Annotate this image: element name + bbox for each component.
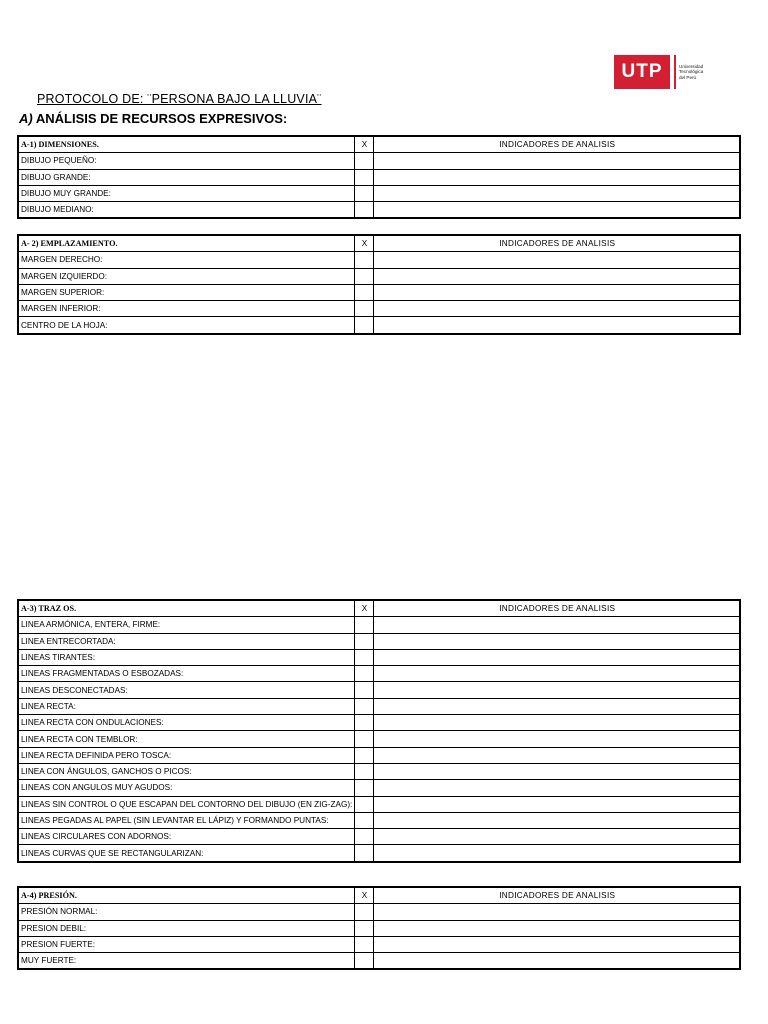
row-label: LINEA RECTA DEFINIDA PERO TOSCA: [18, 747, 354, 763]
table-row [18, 317, 740, 334]
row-label: MUY FUERTE: [18, 953, 354, 970]
x-mark-cell[interactable] [354, 284, 373, 300]
row-label: LINEAS TIRANTES: [18, 649, 354, 665]
table-row [18, 682, 740, 698]
row-label: PRESION DEBIL: [18, 920, 354, 936]
indicator-cell[interactable] [373, 185, 740, 201]
indicator-cell[interactable] [373, 920, 740, 936]
indicator-cell[interactable] [373, 731, 740, 747]
x-mark-cell[interactable] [354, 666, 373, 682]
x-mark-cell[interactable] [354, 649, 373, 665]
indicators-column-header: INDICADORES DE ANALISIS [373, 136, 740, 153]
row-label: DIBUJO GRANDE: [18, 169, 354, 185]
row-label: DIBUJO MUY GRANDE: [18, 185, 354, 201]
x-mark-cell[interactable] [354, 268, 373, 284]
document-subtitle [19, 111, 287, 126]
indicator-cell[interactable] [373, 698, 740, 714]
x-mark-cell[interactable] [354, 301, 373, 317]
indicator-cell[interactable] [373, 649, 740, 665]
x-mark-cell[interactable] [354, 169, 373, 185]
table-row [18, 153, 740, 169]
section-heading: A-3) TRAZ OS. [18, 600, 354, 617]
indicator-cell[interactable] [373, 202, 740, 219]
x-column-header: X [354, 887, 373, 904]
x-mark-cell[interactable] [354, 633, 373, 649]
table-row [18, 649, 740, 665]
row-label: LINEA RECTA: [18, 698, 354, 714]
row-label: LINEAS DESCONECTADAS: [18, 682, 354, 698]
table-row [18, 633, 740, 649]
utp-logo-text-line: del Perú [679, 74, 697, 80]
x-mark-cell[interactable] [354, 715, 373, 731]
x-mark-cell[interactable] [354, 185, 373, 201]
indicator-cell[interactable] [373, 780, 740, 796]
table-row [18, 920, 740, 936]
section-heading: A-1) DIMENSIONES. [18, 136, 354, 153]
row-label: LINEA RECTA CON ONDULACIONES: [18, 715, 354, 731]
indicator-cell[interactable] [373, 169, 740, 185]
x-mark-cell[interactable] [354, 153, 373, 169]
x-column-header: X [354, 235, 373, 252]
section-header-row [18, 887, 740, 904]
table-row [18, 845, 740, 862]
indicator-cell[interactable] [373, 796, 740, 812]
indicator-cell[interactable] [373, 666, 740, 682]
x-mark-cell[interactable] [354, 812, 373, 828]
row-label: LINEAS SIN CONTROL O QUE ESCAPAN DEL CONTORNO DEL DIBUJO (EN ZIG-ZAG): [18, 796, 354, 812]
indicator-cell[interactable] [373, 633, 740, 649]
x-mark-cell[interactable] [354, 682, 373, 698]
table-row [18, 169, 740, 185]
x-mark-cell[interactable] [354, 731, 373, 747]
utp-logo-divider [674, 55, 676, 89]
indicators-column-header: INDICADORES DE ANALISIS [373, 600, 740, 617]
table-row [18, 763, 740, 779]
table-row [18, 936, 740, 952]
indicator-cell[interactable] [373, 936, 740, 952]
table-row [18, 953, 740, 970]
x-mark-cell[interactable] [354, 763, 373, 779]
x-mark-cell[interactable] [354, 317, 373, 334]
utp-logo-text-line: Universidad [679, 64, 704, 70]
indicators-column-header: INDICADORES DE ANALISIS [373, 887, 740, 904]
x-mark-cell[interactable] [354, 252, 373, 268]
x-mark-cell[interactable] [354, 698, 373, 714]
x-mark-cell[interactable] [354, 780, 373, 796]
row-label: MARGEN DERECHO: [18, 252, 354, 268]
table-row [18, 666, 740, 682]
table-row [18, 796, 740, 812]
x-mark-cell[interactable] [354, 796, 373, 812]
indicator-cell[interactable] [373, 829, 740, 845]
utp-logo-block [614, 55, 670, 89]
x-mark-cell[interactable] [354, 617, 373, 633]
indicator-cell[interactable] [373, 301, 740, 317]
indicator-cell[interactable] [373, 812, 740, 828]
subtitle-prefix: A) [19, 111, 33, 126]
table-row [18, 780, 740, 796]
indicator-cell[interactable] [373, 763, 740, 779]
table-row [18, 731, 740, 747]
indicator-cell[interactable] [373, 682, 740, 698]
indicator-cell[interactable] [373, 747, 740, 763]
row-label: PRESION FUERTE: [18, 936, 354, 952]
table-row [18, 698, 740, 714]
section-header-row [18, 600, 740, 617]
utp-logo [614, 55, 703, 89]
table-row [18, 812, 740, 828]
row-label: CENTRO DE LA HOJA: [18, 317, 354, 334]
section-heading: A-4) PRESIÓN. [18, 887, 354, 904]
indicator-cell[interactable] [373, 317, 740, 334]
table-row [18, 202, 740, 219]
indicator-cell[interactable] [373, 268, 740, 284]
section-table-presion [17, 886, 741, 970]
utp-logo-letters: UTP [621, 61, 663, 82]
utp-logo-text-line: Tecnológica [679, 69, 704, 75]
x-mark-cell[interactable] [354, 936, 373, 952]
x-mark-cell[interactable] [354, 953, 373, 970]
row-label: LINEAS PEGADAS AL PAPEL (SIN LEVANTAR EL LÁPIZ) Y FORMANDO PUNTAS: [18, 812, 354, 828]
x-mark-cell[interactable] [354, 845, 373, 862]
indicator-cell[interactable] [373, 904, 740, 920]
row-label: LINEAS CON ANGULOS MUY AGUDOS: [18, 780, 354, 796]
section-table-emplazamiento [17, 234, 741, 335]
table-row [18, 829, 740, 845]
document-title: PROTOCOLO DE: ¨PERSONA BAJO LA LLUVIA¨ [37, 92, 322, 106]
x-mark-cell[interactable] [354, 202, 373, 219]
section-header-row [18, 136, 740, 153]
table-row [18, 301, 740, 317]
indicator-cell[interactable] [373, 252, 740, 268]
indicator-cell[interactable] [373, 284, 740, 300]
table-row [18, 904, 740, 920]
table-row [18, 617, 740, 633]
row-label: LINEAS CURVAS QUE SE RECTANGULARIZAN: [18, 845, 354, 862]
section-header-row [18, 235, 740, 252]
row-label: LINEAS CIRCULARES CON ADORNOS: [18, 829, 354, 845]
section-table-trazos [17, 599, 741, 863]
x-mark-cell[interactable] [354, 920, 373, 936]
indicator-cell[interactable] [373, 953, 740, 970]
table-row [18, 284, 740, 300]
indicator-cell[interactable] [373, 153, 740, 169]
row-label: LINEA RECTA CON TEMBLOR: [18, 731, 354, 747]
x-mark-cell[interactable] [354, 747, 373, 763]
indicator-cell[interactable] [373, 845, 740, 862]
row-label: LINEAS FRAGMENTADAS O ESBOZADAS: [18, 666, 354, 682]
subtitle-text: ANÁLISIS DE RECURSOS EXPRESIVOS: [32, 111, 288, 126]
row-label: DIBUJO PEQUEÑO: [18, 153, 354, 169]
utp-logo-text [679, 64, 703, 80]
row-label: LINEA CON ÁNGULOS, GANCHOS O PICOS: [18, 763, 354, 779]
x-column-header: X [354, 600, 373, 617]
indicator-cell[interactable] [373, 617, 740, 633]
row-label: PRESIÓN NORMAL: [18, 904, 354, 920]
x-column-header: X [354, 136, 373, 153]
table-row [18, 185, 740, 201]
table-row [18, 715, 740, 731]
indicators-column-header: INDICADORES DE ANALISIS [373, 235, 740, 252]
indicator-cell[interactable] [373, 715, 740, 731]
table-row [18, 252, 740, 268]
row-label: MARGEN INFERIOR: [18, 301, 354, 317]
section-table-dimensiones [17, 135, 741, 219]
table-row [18, 747, 740, 763]
row-label: MARGEN SUPERIOR: [18, 284, 354, 300]
x-mark-cell[interactable] [354, 904, 373, 920]
row-label: LINEA ENTRECORTADA: [18, 633, 354, 649]
row-label: MARGEN IZQUIERDO: [18, 268, 354, 284]
table-row [18, 268, 740, 284]
row-label: DIBUJO MEDIANO: [18, 202, 354, 219]
row-label: LINEA ARMÓNICA, ENTERA, FIRME: [18, 617, 354, 633]
x-mark-cell[interactable] [354, 829, 373, 845]
section-heading: A- 2) EMPLAZAMIENTO. [18, 235, 354, 252]
